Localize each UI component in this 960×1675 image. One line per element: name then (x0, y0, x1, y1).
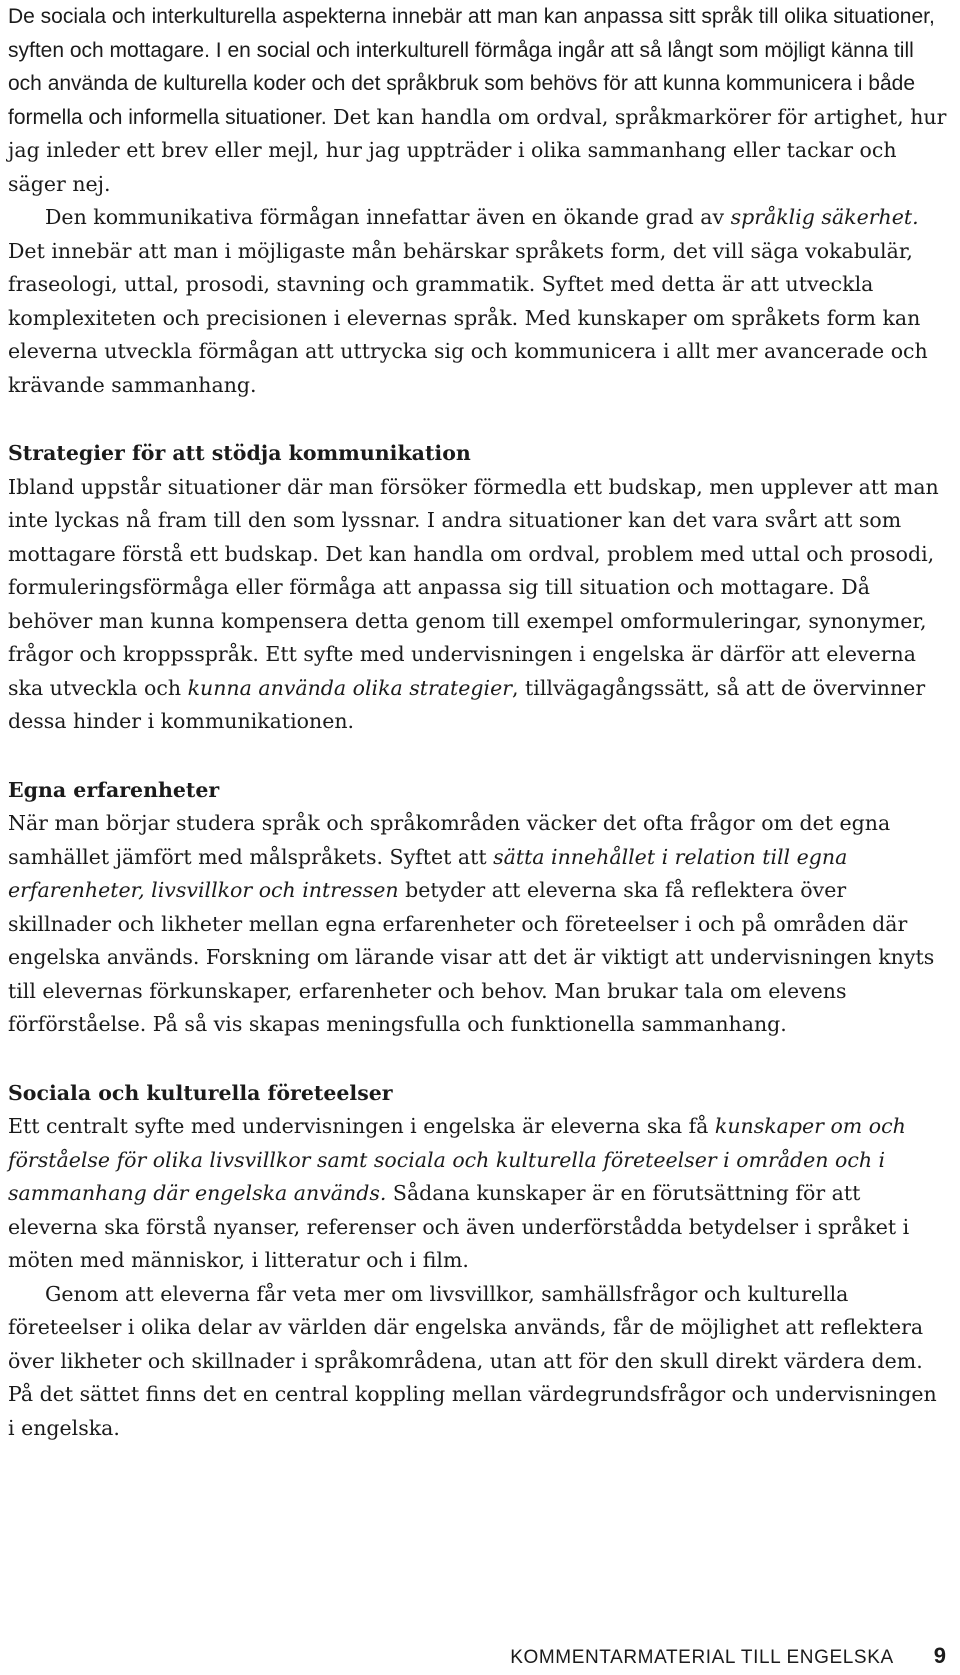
erfarenheter-text-a: När man börjar studera språk och språkområden väcker det ofta frågor om det egna samhället jämfört med målspråkets. Syftet att (8, 811, 891, 869)
sociala-paragraph-2: Genom att eleverna får veta mer om livsvillkor, samhällsfrågor och kulturella företeelser i olika delar av världen där engelska används, får de möjlighet att reflektera över likheter och skillnader i språkområdena, utan att för den skull direkt värdera dem. På det sättet finns det en central koppling mellan värdegrundsfrågor och undervisningen i engelska. (8, 1281, 937, 1440)
heading-erfarenheter: Egna erfarenheter (8, 777, 220, 802)
intro-paragraph-1 (8, 0, 948, 201)
page-footer (510, 1643, 946, 1669)
sociala-p1-emphasis: kunskaper om och förståelse för olika livsvillkor samt sociala och kulturella företeelser i områden och i sammanhang där engelska används. (8, 1114, 906, 1205)
intro-p2-emphasis: språklig säkerhet. (730, 205, 919, 229)
document-body (8, 0, 948, 1445)
intro-p2-text-a: Den kommunikativa förmågan innefattar även en ökande grad av (45, 205, 731, 229)
strategier-emphasis: kunna använda olika strategier (187, 675, 513, 700)
footer-label: KOMMENTARMATERIAL TILL ENGELSKA (510, 1647, 894, 1668)
erfarenheter-emphasis: sätta innehållet i relation till egna erfarenheter, livsvillkor och intressen (8, 844, 848, 902)
erfarenheter-text-b: betyder att eleverna ska få reflektera över skillnader och likheter mellan egna erfarenheter och företeelser i och på områden där engelska används. Forskning om lärande visar att det är viktigt att undervisningen knyts till elevernas förkunskaper, erfarenheter och behov. Man brukar tala om elevens förförståelse. På så vis skapas meningsfulla och funktionella sammanhang. (8, 878, 935, 1036)
strategier-paragraph (8, 471, 948, 739)
page-number: 9 (933, 1643, 946, 1668)
intro-sans-text: De sociala och interkulturella aspekterna innebär att man kan anpassa sitt språk till olika situationer, syften och mottagare. I en social och interkulturell förmåga ingår att så långt som möjligt känna till och använda de kulturella koder och det språkbruk som behövs för att kunna kommunicera i både formella och informella situationer. (8, 5, 935, 129)
strategier-text-b: , tillvägagångssätt, så att de övervinner dessa hinder i kommunikationen. (8, 675, 926, 733)
intro-p2-text-b: Det innebär att man i möjligaste mån behärskar språkets form, det vill säga vokabulär, fraseologi, uttal, prosodi, stavning och grammatik. Syftet med detta är att utveckla komplexiteten och precisionen i elevernas språk. Med kunskaper om språkets form kan eleverna utveckla förmågan att uttrycka sig och kommunicera i allt mer avancerade och krävande sammanhang. (8, 238, 928, 397)
heading-sociala: Sociala och kulturella företeelser (8, 1080, 393, 1105)
sociala-p1-text-a: Ett centralt syfte med undervisningen i engelska är eleverna ska få (8, 1114, 715, 1138)
intro-serif-text: Det kan handla om ordval, språkmarkörer för artighet, hur jag inleder ett brev eller mejl, hur jag uppträder i olika sammanhang eller tackar och säger nej. (8, 104, 947, 196)
intro-paragraph-2 (8, 201, 948, 402)
strategier-text-a: Ibland uppstår situationer där man försöker förmedla ett budskap, men upplever att man inte lyckas nå fram till den som lyssnar. I andra situationer kan det vara svårt att som mottagare förstå ett budskap. Det kan handla om ordval, problem med uttal och prosodi, formuleringsförmåga eller förmåga att anpassa sig till situation och mottagare. Då behöver man kunna kompensera detta genom till exempel omformuleringar, synonymer, frågor och kroppsspråk. Ett syfte med undervisningen i engelska är därför att eleverna ska utveckla och (8, 474, 939, 700)
sociala-p1-text-b: Sådana kunskaper är en förutsättning för att eleverna ska förstå nyanser, referenser och även underförstådda betydelser i språket i möten med människor, i litteratur och i film. (8, 1181, 910, 1272)
sociala-paragraph-1 (8, 1110, 948, 1278)
erfarenheter-paragraph (8, 807, 948, 1042)
heading-strategier: Strategier för att stödja kommunikation (8, 441, 471, 465)
